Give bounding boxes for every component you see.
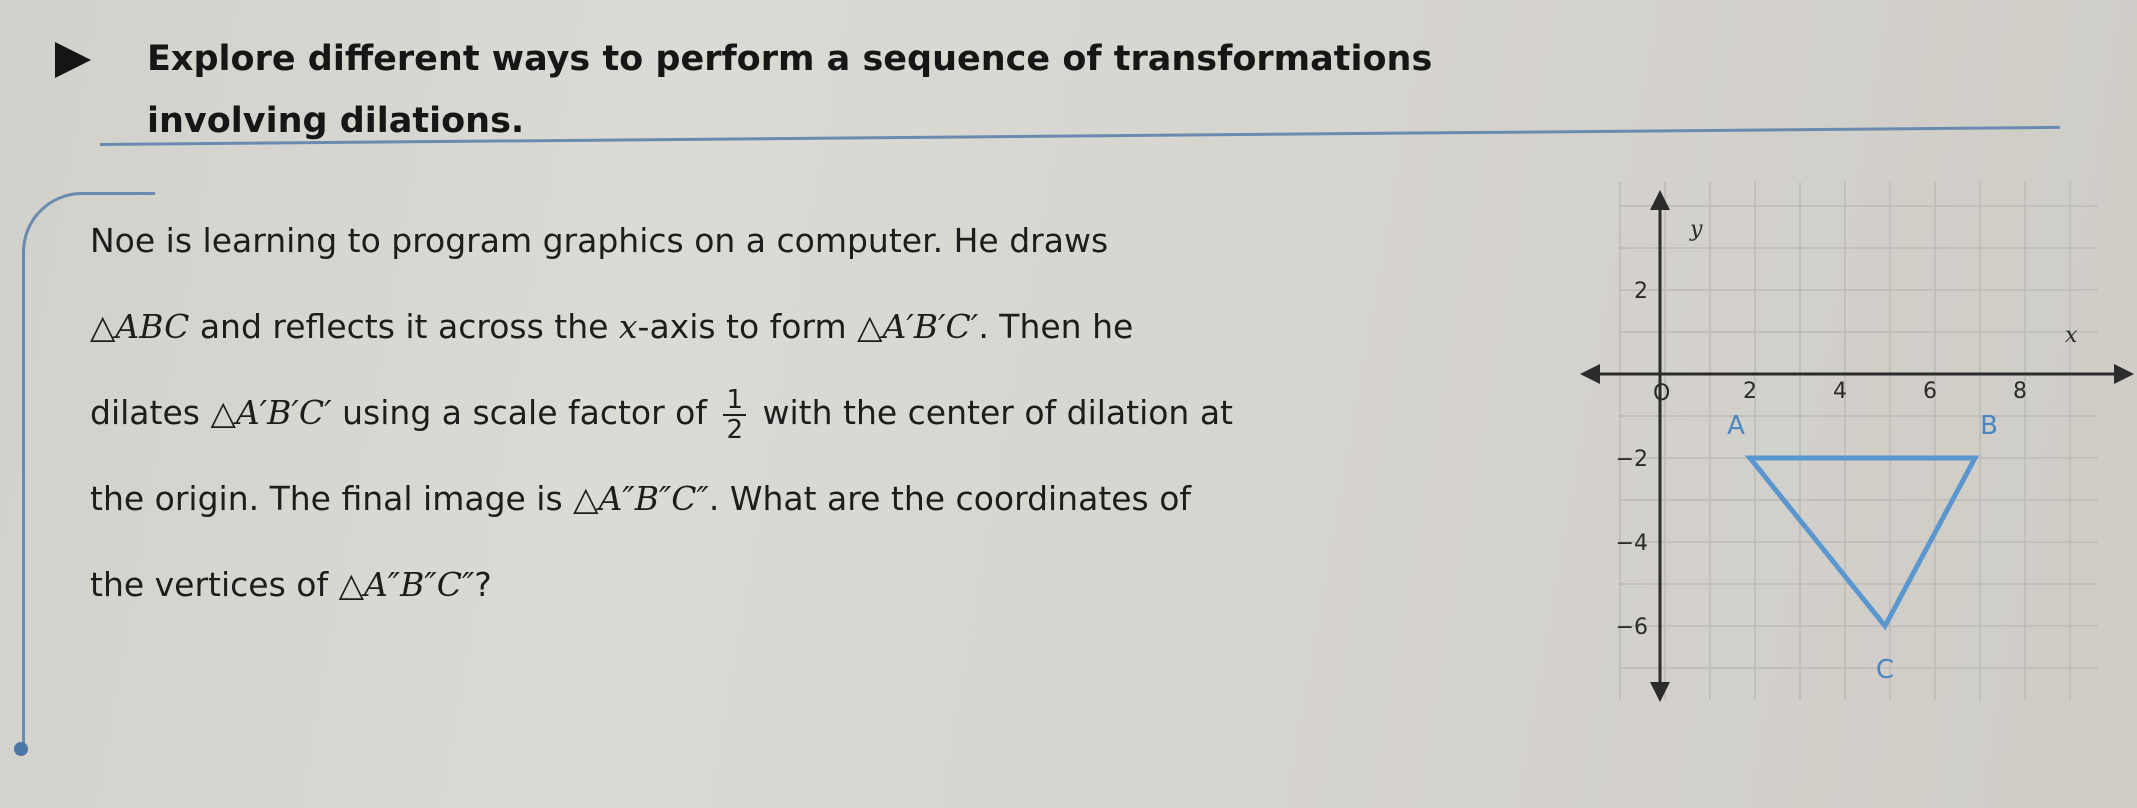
x-tick-label: 4	[1833, 379, 1847, 404]
y-tick-label: 2	[1634, 279, 1648, 304]
x-axis-right-arrow-icon	[2114, 364, 2134, 384]
vertex-label-a: A	[1727, 411, 1745, 441]
y-axis-down-arrow-icon	[1650, 682, 1670, 702]
problem-line-2: △ABC and reflects it across the x-axis to form △A′B′C′. Then he	[90, 307, 1134, 346]
triangle-abc-plot	[1727, 411, 1998, 685]
axes	[1580, 190, 2134, 702]
x-axis-left-arrow-icon	[1580, 364, 1600, 384]
triangle-a-prime: △A′B′C′	[857, 307, 979, 346]
objective-line-1: Explore different ways to perform a sequence of transformations	[147, 39, 1433, 79]
vertex-label-b: B	[1980, 411, 1998, 441]
x-tick-label: 6	[1923, 379, 1937, 404]
x-axis-label: x	[2065, 323, 2078, 348]
triangle-a-double-prime: △A″B″C″	[573, 479, 709, 518]
objective-line-2: involving dilations.	[147, 101, 525, 141]
y-axis-up-arrow-icon	[1650, 190, 1670, 210]
problem-line-5: the vertices of △A″B″C″?	[90, 565, 492, 604]
origin-label: O	[1653, 381, 1671, 406]
y-tick-label: −2	[1615, 447, 1648, 472]
y-axis-label: y	[1690, 217, 1703, 242]
y-tick-label: −6	[1615, 615, 1648, 640]
x-tick-label: 2	[1743, 379, 1757, 404]
triangle-a-double-prime: △A″B″C″	[338, 565, 475, 604]
vertex-label-c: C	[1875, 655, 1895, 685]
problem-line-4: the origin. The final image is △A″B″C″. What are the coordinates of	[90, 479, 1192, 518]
problem-line-1: Noe is learning to program graphics on a computer. He draws	[90, 221, 1109, 260]
problem-line-3: dilates △A′B′C′ using a scale factor of $\frac{1}{2}$ with the center of dilation at	[90, 384, 1233, 445]
y-tick-label: −4	[1615, 531, 1648, 556]
triangle-a-prime: △A′B′C′	[210, 393, 332, 432]
x-tick-label: 8	[2013, 379, 2027, 404]
scale-factor-fraction: $\frac{1}{2}$	[723, 386, 746, 444]
triangle-abc: △ABC	[90, 307, 190, 346]
grid	[1620, 182, 2098, 700]
